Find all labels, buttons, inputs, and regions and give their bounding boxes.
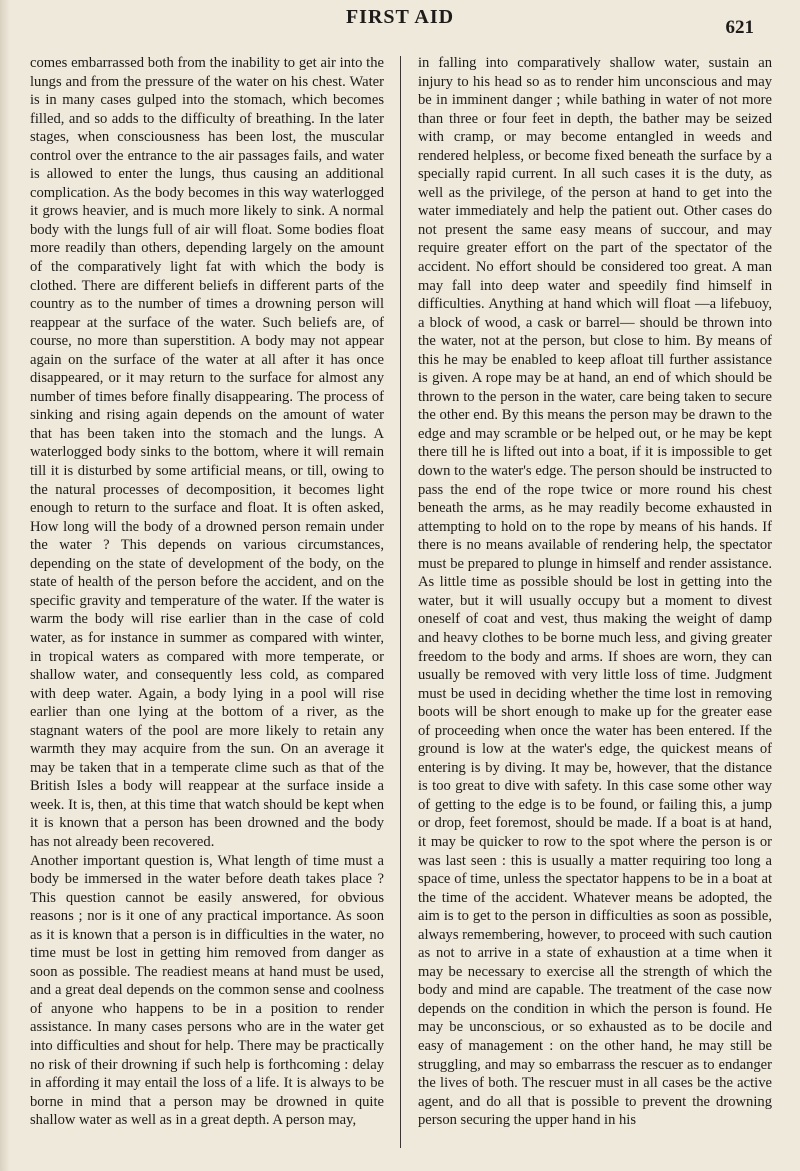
- left-column-text: comes embarrassed both from the inability to get air into the lungs and from the pressure of the water on his chest. Water is in many cases gulped into the stomach, which becomes filled, and so adds to the difficulty of breathing. In the later stages, when consciousness has been lost, the muscular control over the entrance to the air passages fails, and water is allowed to enter the lungs, thus causing an additional complication. As the body becomes in this way waterlogged it grows heavier, and is much more likely to sink. A normal body with the lungs full of air will float. Some bodies float more readily than others, depending largely on the amount of the comparatively light fat with which the body is clothed. There are different beliefs in different parts of the country as to the number of times a drowning person will reappear at the surface of the water. Such beliefs are, of course, no more than superstition. A body may not appear again on the surface of the water at all after it has once disappeared, or it may return to the surface for almost any number of times before finally disappearing. The process of sinking and rising again depends on the amount of water that has been taken into the stomach and the lungs. A waterlogged body sinks to the bottom, where it will remain till it is disturbed by some artificial means, or till, owing to the natural processes of decomposition, it becomes light enough to return to the surface and float. It is often asked, How long will the body of a drowned person remain under the water ? This depends on various circumstances, depending on the state of development of the body, on the state of health of the person before the accident, and on the specific gravity and temperature of the water. If the water is warm the body will rise earlier than in the case of cold water, as for instance in summer as compared with winter, in tropical waters as compared with more temperate, or shallow water, and consequently less cold, as compared with deep water. Again, a body lying in a pool will rise earlier than one lying at the bottom of a river, as the stagnant waters of the pool are more likely to retain any warmth they may acquire from the sun. On an average it may be taken that in a temperate clime such as that of the British Isles a body will reappear at the surface inside a week. It is, then, at this time that watch should be kept when it is known that a person has been drowned and the body has not already been recovered. Another important question is, What length of time must a body be immersed in the water before death takes place ? This question cannot be easily answered, for obvious reasons ; nor is it one of any practical importance. As soon as it is known that a person is in difficulties in the water, no time must be lost in getting him removed from danger as soon as possible. The readiest means at hand must be used, and a great deal depends on the common sense and coolness of anyone who happens to be in a position to render assistance. In many cases persons who are in the water get into difficulties and shout for help. There may be practically no risk of their drowning if such help is forthcoming : delay in affording it may entail the loss of a life. It is always to be borne in mind that a person may be drowned in quite shallow water as well as in a great depth. A person may,: [30, 55, 384, 1129]
- right-column: [418, 54, 772, 1130]
- page-header: [0, 0, 800, 40]
- running-head: FIRST AID: [345, 6, 455, 28]
- page-gutter-shadow: [0, 0, 10, 1171]
- page-number: 621: [725, 17, 754, 38]
- right-column-text: in falling into comparatively shallow water, sustain an injury to his head so as to render him unconscious and may be in imminent danger ; while bathing in water of not more than three or four feet in depth, the bather may be seized with cramp, or may become entangled in weeds and rendered helpless, or become fixed beneath the surface by a specially rapid current. In all such cases it is the duty, as well as the privilege, of the person at hand to get into the water immediately and help the patient out. Other cases do not present the same easy means of succour, and may require greater effort on the part of the spectator of the accident. No effort should be considered too great. A man may fall into deep water and speedily find himself in difficulties. Anything at hand which will float —a lifebuoy, a block of wood, a cask or barrel— should be thrown into the water, not at the person, but close to him. By means of this he may be enabled to keep afloat till further assistance is given. A rope may be at hand, an end of which should be thrown to the person in the water, care being taken to secure the other end. By this means the person may be drawn to the edge and may scramble or be helped out, or he may be kept there till he is lifted out into a boat, if it is impossible to get down to the water's edge. The person should be instructed to pass the end of the rope twice or more round his chest beneath the arms, as he may readily become exhausted in attempting to hold on to the rope by means of his hands. If there is no means available of rendering help, the spectator must be prepared to plunge in himself and render assistance. As little time as possible should be lost in getting into the water, but it will usually occupy but a moment to divest oneself of coat and vest, thus making the weight of damp and heavy clothes to be borne much less, and giving greater freedom to the body and arms. If shoes are worn, they can usually be removed with very little loss of time. Judgment must be used in deciding whether the time lost in removing boots will be short enough to make up for the greater ease of proceeding when once the water has been entered. If the ground is low at the water's edge, the quickest means of entering is by diving. It may be, however, that the distance is too great to dive with safety. In this case some other way of getting to the edge is to be found, or failing this, a jump or drop, feet foremost, should be made. If a boat is at hand, it may be quicker to row to the spot where the person is or was last seen : this is usually a matter requiring too long a space of time, unless the spectator happens to be in a boat at the time of the accident. Whatever means be adopted, the aim is to get to the person in difficulties as soon as possible, always remembering, however, to proceed with such caution as not to arrive in a state of exhaustion at a time when it may be necessary to exercise all the strength of which the body and mind are capable. The treatment of the case now depends on the condition in which the person is found. He may be unconscious, or so exhausted as to be docile and easy of management : on the other hand, he may still be struggling, and may so embarrass the rescuer as to endanger the lives of both. The rescuer must in all cases be the active agent, and do all that is possible to prevent the drowning person securing the upper hand in his: [418, 55, 773, 1129]
- column-divider: [400, 56, 401, 1148]
- left-column: [30, 54, 384, 1130]
